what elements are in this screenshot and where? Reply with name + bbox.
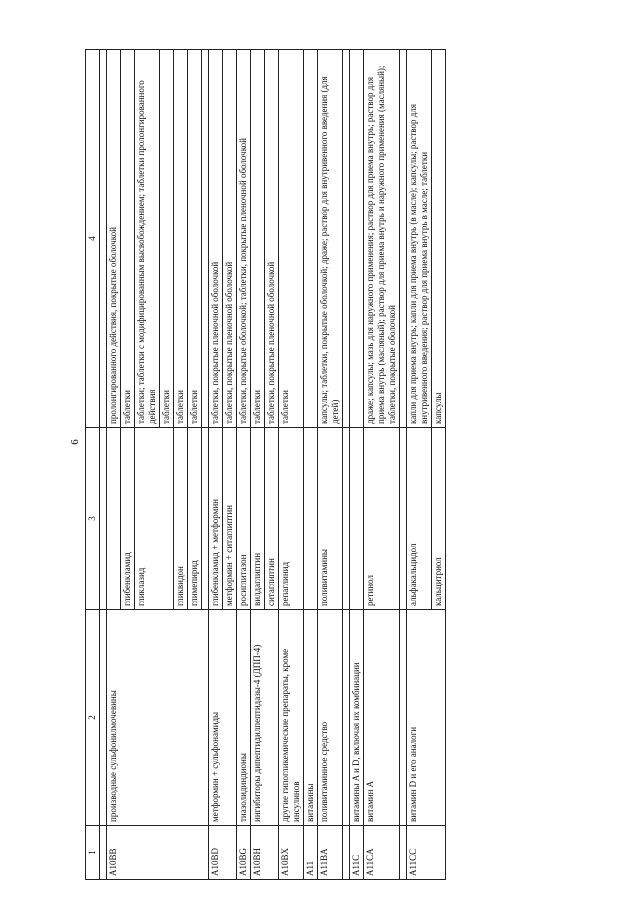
drug-name: гликлазид — [135, 428, 174, 610]
drug-name: гликвидон — [174, 428, 188, 610]
drug-name: глибенкламид + метформин — [209, 428, 223, 610]
atc-group: тиазолидиндионы — [237, 610, 251, 826]
drug-name: росиглитазон — [237, 428, 251, 610]
table-row — [400, 50, 407, 880]
table-row — [107, 50, 121, 880]
atc-group: витамины — [304, 610, 318, 826]
table-row — [407, 50, 432, 880]
atc-code: A10BG — [237, 826, 251, 880]
table-row — [350, 50, 364, 880]
atc-code: A11CC — [407, 826, 446, 880]
drug-name: альфакальцидол — [407, 428, 432, 610]
dosage-form: таблетки — [121, 50, 135, 428]
table-row — [100, 50, 107, 880]
atc-code: A11C — [350, 826, 364, 880]
column-header: 2 — [86, 610, 100, 826]
rotated-page — [85, 50, 555, 880]
atc-group: другие гипогликемические препараты, кроме инсулинов — [279, 610, 304, 826]
table-row — [279, 50, 304, 880]
dosage-form: драже; капсулы; мазь для наружного применения; раствор для приема внутрь; раствор для приема внутрь (масляный); раствор для приема внутрь и наружного применения (масляный); таблетки, покрытые оболочкой — [364, 50, 400, 428]
table-row — [209, 50, 223, 880]
dosage-form: таблетки — [251, 50, 265, 428]
dosage-form: таблетки, покрытые пленочной оболочкой — [209, 50, 223, 428]
header-row — [86, 50, 100, 880]
atc-group: поливитаминное средство — [318, 610, 343, 826]
table-row — [237, 50, 251, 880]
dosage-form: таблетки — [279, 50, 304, 428]
atc-code: A10BD — [209, 826, 237, 880]
dosage-form: таблетки, покрытые пленочной оболочкой — [265, 50, 279, 428]
dosage-form: таблетки — [174, 50, 188, 428]
drug-name: ситаглиптин — [265, 428, 279, 610]
atc-group: ингибиторы дипептидилпептидазы-4 (ДПП-4) — [251, 610, 279, 826]
dosage-form: капсулы — [432, 50, 446, 428]
drug-name: вилдаглиптин — [251, 428, 265, 610]
drug-name: метформин + ситаглиптин — [223, 428, 237, 610]
dosage-form: таблетки, покрытые пленочной оболочкой — [223, 50, 237, 428]
drug-name: глимепирид — [188, 428, 202, 610]
atc-code: A11BA — [318, 826, 343, 880]
table-row — [318, 50, 343, 880]
drug-name: глибенкламид — [121, 428, 135, 610]
atc-code: A10BX — [279, 826, 304, 880]
dosage-form: пролонгированного действия, покрытые оболочкой — [107, 50, 121, 428]
table-row — [304, 50, 318, 880]
table-row — [343, 50, 350, 880]
dosage-form: таблетки, покрытые оболочкой; таблетки, покрытые пленочной оболочкой — [237, 50, 251, 428]
column-header: 3 — [86, 428, 100, 610]
dosage-form: капсулы; таблетки, покрытые оболочкой; драже; раствор для внутривенного введения (для детей) — [318, 50, 343, 428]
dosage-form: таблетки — [160, 50, 174, 428]
atc-code: A10BB — [107, 826, 209, 880]
drug-name: репаглинид — [279, 428, 304, 610]
atc-group: витамин D и его аналоги — [407, 610, 446, 826]
drug-name: ретинол — [364, 428, 400, 610]
atc-code: A11 — [304, 826, 318, 880]
column-header: 4 — [86, 50, 100, 428]
atc-group: витамин A — [364, 610, 400, 826]
column-header: 1 — [86, 826, 100, 880]
page-number: 6 — [68, 439, 81, 445]
table-row — [251, 50, 265, 880]
atc-group: метформин + сульфонамиды — [209, 610, 237, 826]
dosage-form: таблетки; таблетки с модифицированным высвобождением; таблетки пролонгированного действия — [135, 50, 160, 428]
dosage-form: таблетки — [188, 50, 202, 428]
atc-code: A10BH — [251, 826, 279, 880]
dosage-form: капли для приема внутрь; капли для приема внутрь (в масле); капсулы; раствор для внутривенного введения; раствор для приема внутрь в масле; таблетки — [407, 50, 432, 428]
drug-name: кальцитриол — [432, 428, 446, 610]
drug-table — [85, 49, 446, 880]
atc-group: производные сульфонилмочевины — [107, 610, 209, 826]
drug-name: поливитамины — [318, 428, 343, 610]
atc-group: витамины A и D, включая их комбинации — [350, 610, 364, 826]
atc-code: A11CA — [364, 826, 400, 880]
table-row — [364, 50, 400, 880]
